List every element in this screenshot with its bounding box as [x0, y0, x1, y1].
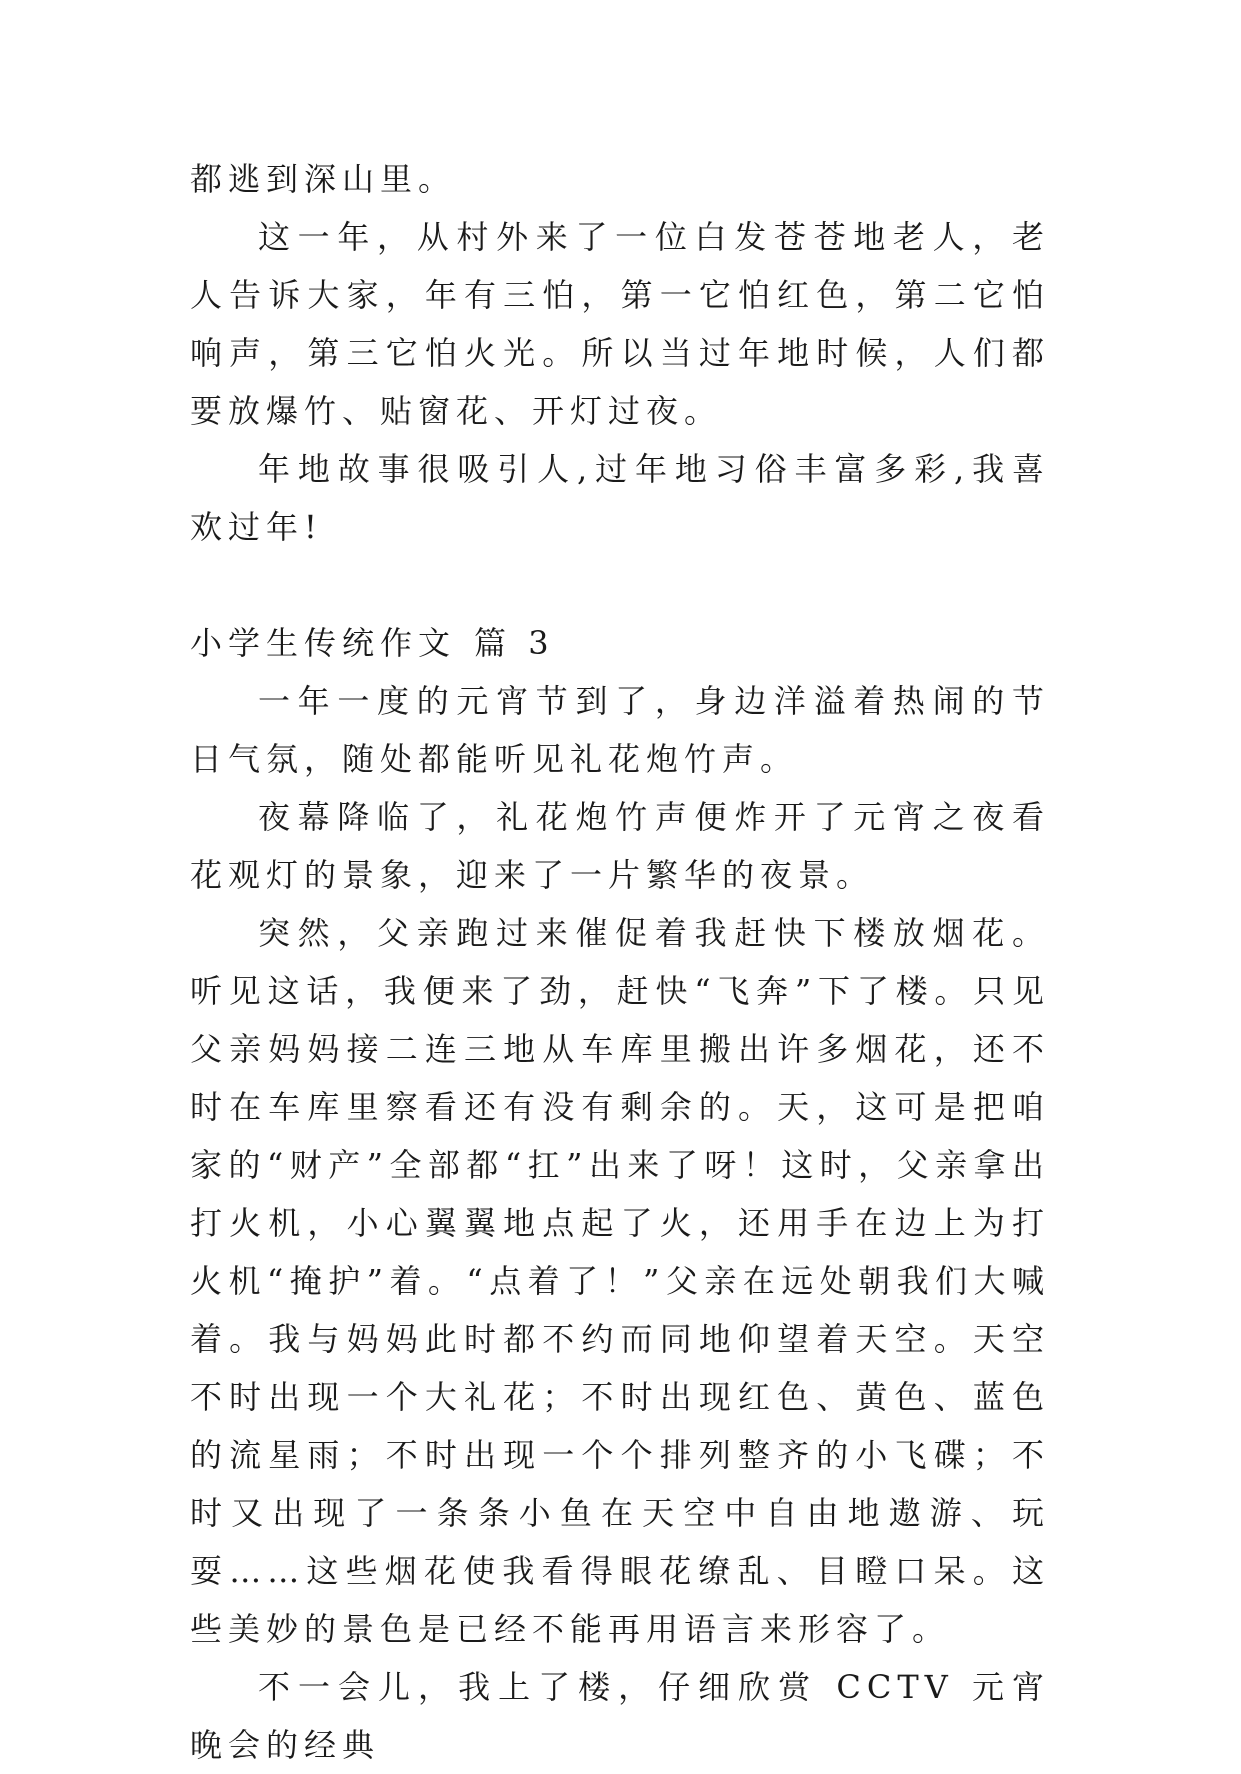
paragraph-continuation: 都逃到深山里。 — [190, 160, 457, 198]
paragraph: 不一会儿，我上了楼，仔细欣赏 CCTV 元宵晚会的经典 — [190, 1668, 1050, 1764]
document-body — [190, 150, 1050, 1774]
paragraph: 夜幕降临了，礼花炮竹声便炸开了元宵之夜看花观灯的景象，迎来了一片繁华的夜景。 — [190, 798, 1050, 894]
section-heading-title: 小学生传统作文 — [190, 624, 457, 662]
paragraph: 这一年，从村外来了一位白发苍苍地老人，老人告诉大家，年有三怕，第一它怕红色，第二它怕响声，第三它怕火光。所以当过年地时候，人们都要放爆竹、贴窗花、开灯过夜。 — [190, 218, 1050, 430]
paragraph: 突然，父亲跑过来催促着我赶快下楼放烟花。听见这话，我便来了劲，赶快“飞奔”下了楼。只见父亲妈妈接二连三地从车库里搬出许多烟花，还不时在车库里察看还有没有剩余的。天，这可是把咱家的“财产”全部都“扛”出来了呀！这时，父亲拿出打火机，小心翼翼地点起了火，还用手在边上为打火机“掩护”着。“点着了！”父亲在远处朝我们大喊着。我与妈妈此时都不约而同地仰望着天空。天空不时出现一个大礼花；不时出现红色、黄色、蓝色的流星雨；不时出现一个个排列整齐的小飞碟；不时又出现了一条条小鱼在天空中自由地遨游、玩耍……这些烟花使我看得眼花缭乱、目瞪口呆。这些美妙的景色是已经不能再用语言来形容了。 — [190, 914, 1050, 1648]
paragraph: 年地故事很吸引人,过年地习俗丰富多彩,我喜欢过年! — [190, 450, 1050, 546]
paragraph: 一年一度的元宵节到了，身边洋溢着热闹的节日气氛，随处都能听见礼花炮竹声。 — [190, 682, 1050, 778]
section-gap — [190, 556, 1050, 614]
section-heading — [190, 614, 1050, 672]
section-heading-number: 篇 3 — [474, 624, 555, 662]
